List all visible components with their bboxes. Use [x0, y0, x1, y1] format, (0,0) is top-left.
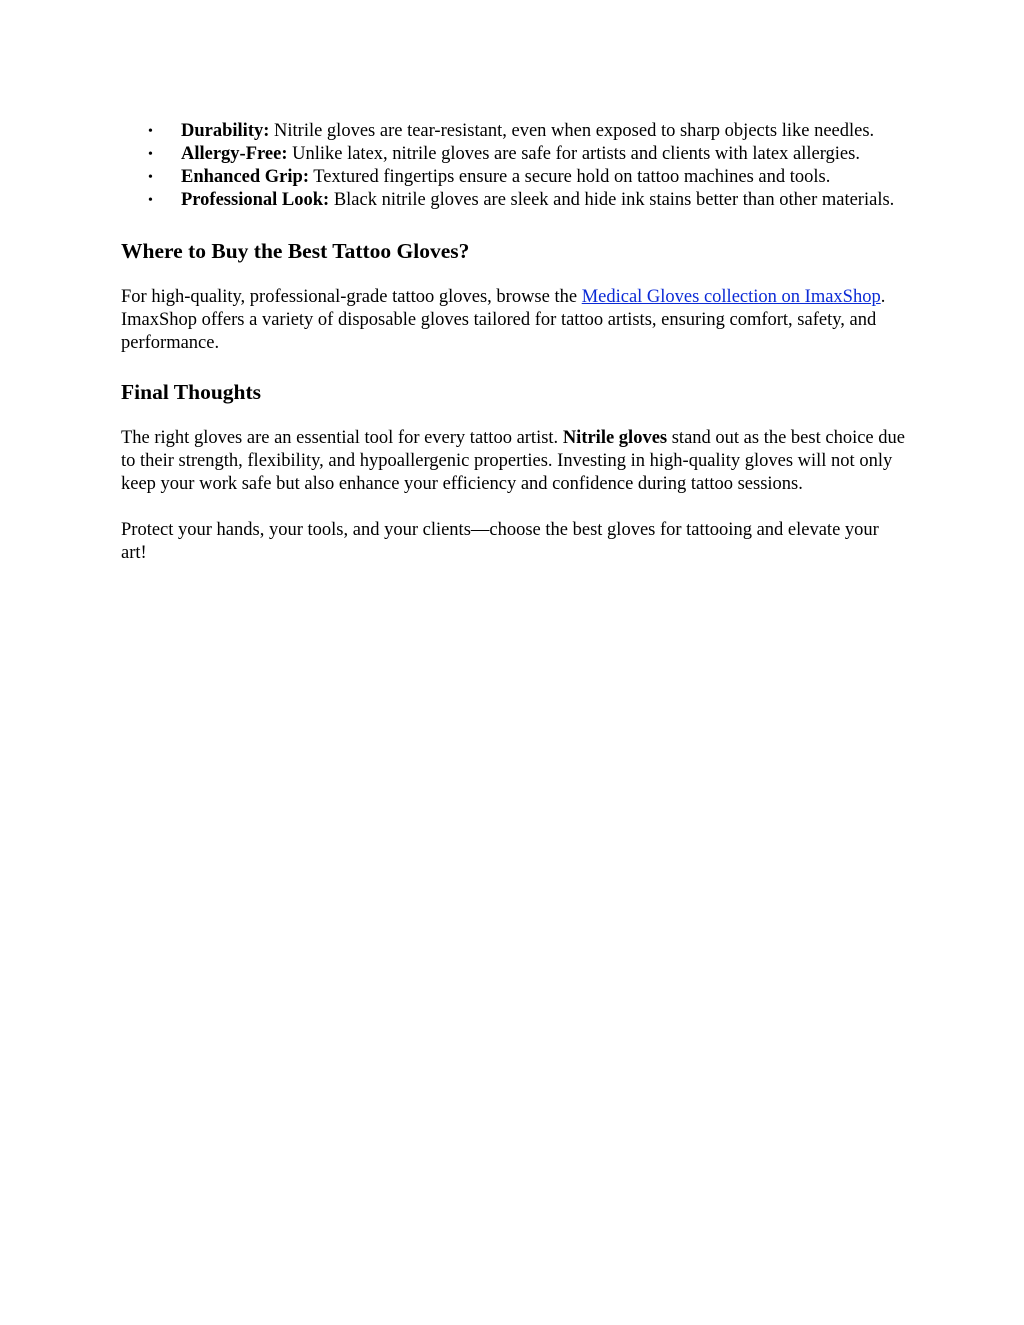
list-item-durability [148, 120, 906, 143]
where-text-before: For high-quality, professional-grade tattoo gloves, browse the [121, 287, 582, 307]
where-to-buy-paragraph [121, 286, 906, 355]
list-item-title: Durability: [181, 121, 270, 141]
final-thoughts-heading: Final Thoughts [121, 380, 262, 404]
list-item-enhanced-grip [148, 166, 906, 189]
closing-paragraph: Protect your hands, your tools, and your clients—choose the best gloves for tattooing and elevate your art! [121, 520, 879, 563]
document-page [121, 120, 906, 565]
bullet-icon: • [148, 193, 153, 208]
final-thoughts-paragraph [121, 427, 906, 496]
medical-gloves-link[interactable]: Medical Gloves collection on ImaxShop [581, 287, 881, 307]
list-item-title: Enhanced Grip: [181, 167, 309, 187]
list-item-allergy-free [148, 143, 906, 166]
bullet-icon: • [148, 124, 153, 139]
list-item-text: Nitrile gloves are tear-resistant, even when exposed to sharp objects like needles. [269, 121, 875, 141]
bullet-icon: • [148, 147, 153, 162]
list-item-text: Textured fingertips ensure a secure hold on tattoo machines and tools. [308, 167, 831, 187]
list-item-title: Professional Look: [181, 190, 330, 210]
list-item-title: Allergy-Free: [181, 144, 288, 164]
benefits-list [121, 120, 906, 212]
nitrile-gloves-bold: Nitrile gloves [562, 428, 668, 448]
final-text-before: The right gloves are an essential tool for every tattoo artist. [121, 428, 563, 448]
list-item-text: Unlike latex, nitrile gloves are safe for artists and clients with latex allergies. [287, 144, 860, 164]
bullet-icon: • [148, 170, 153, 185]
where-text-after: . ImaxShop offers a variety of disposable gloves tailored for tattoo artists, ensuring comfort, safety, and performance. [121, 287, 886, 353]
final-text-after: stand out as the best choice due to their strength, flexibility, and hypoallergenic properties. Investing in high-quality gloves will not only keep your work safe but also enhance your efficiency and confidence during tattoo sessions. [121, 428, 905, 494]
list-item-text: Black nitrile gloves are sleek and hide ink stains better than other materials. [329, 190, 895, 210]
list-item-professional-look [148, 189, 906, 212]
where-to-buy-heading: Where to Buy the Best Tattoo Gloves? [121, 239, 470, 263]
